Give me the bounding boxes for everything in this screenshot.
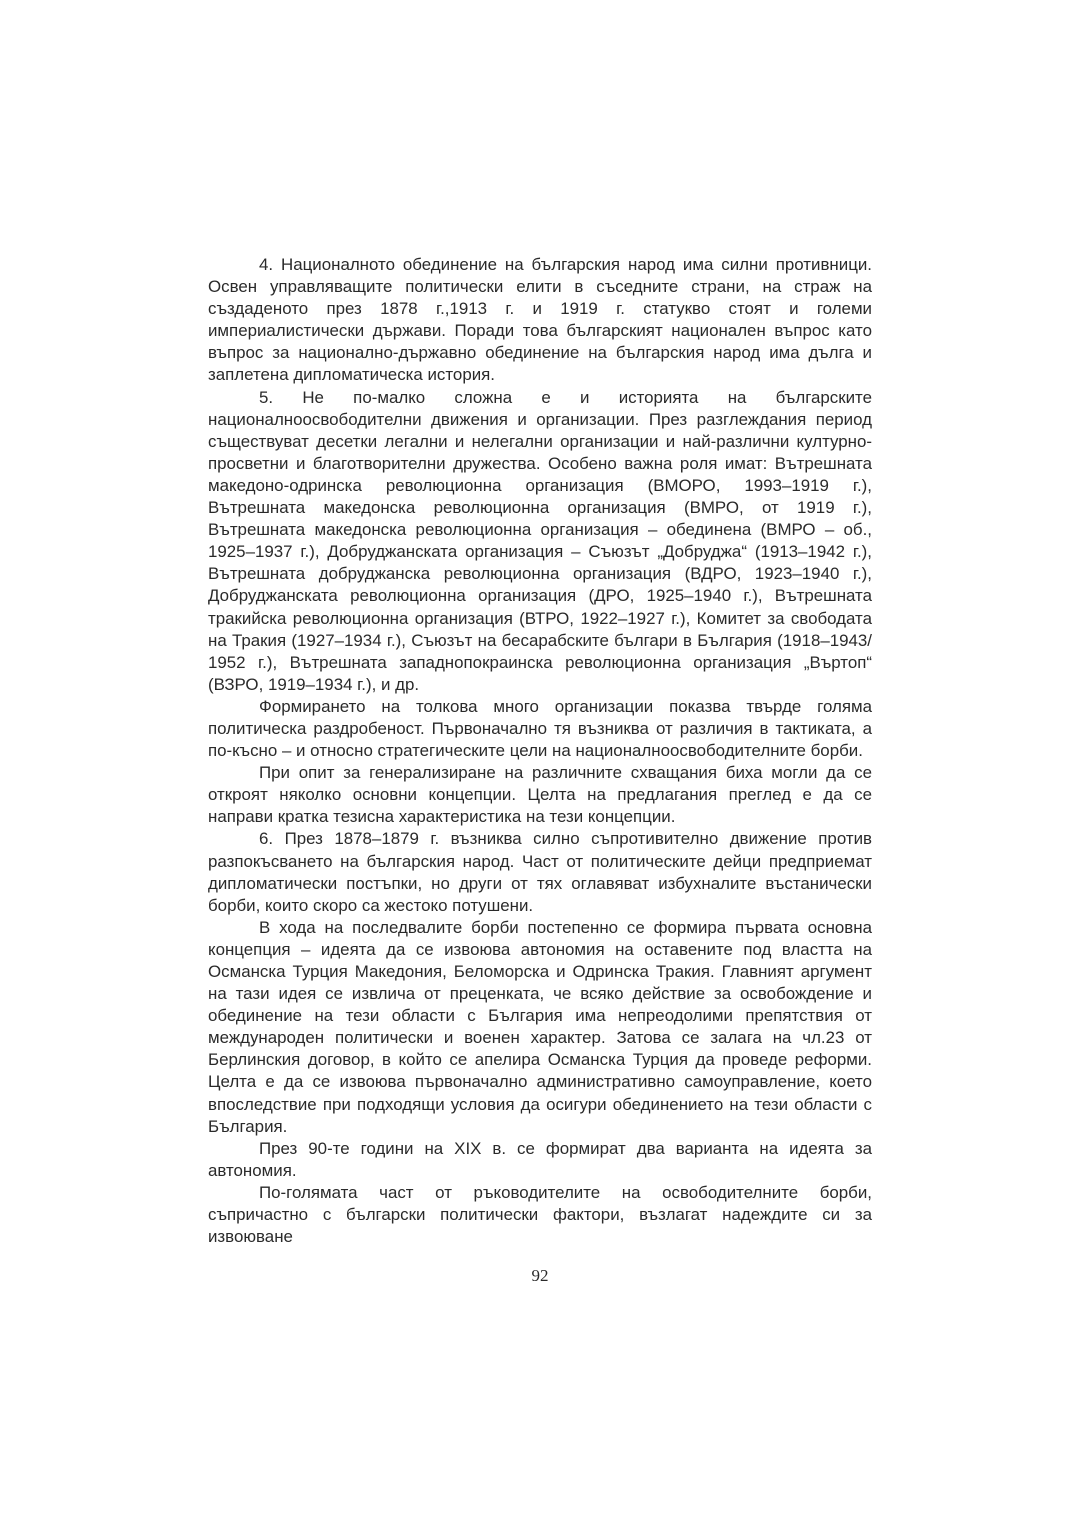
paragraph-7: През 90-те години на XIX в. се формират два варианта на идеята за автономия.	[208, 1138, 872, 1180]
body-text	[208, 254, 872, 1248]
page-number: 92	[531, 1266, 549, 1285]
paragraph-3: Формирането на толкова много организации показва твърде голяма политическа раздробеност. Първоначално тя възниква от различия в тактиката, а по-късно – и относно стратегическите цели на националноосвободителните борби.	[208, 696, 872, 761]
paragraph-2: 5. Не по-малко сложна е и историята на българските националноосвободителни движения и организации. През разглеждания период съществуват десетки легални и нелегални организации и най-различни културно-просветни и благотворителни дружества. Особено важна роля имат: Вътрешната македоно-одринска революционна организация (ВМОРО, 1993–1919 г.), Вътрешната македонска революционна организация (ВМРО, от 1919 г.), Вътрешната македонска революционна организация – обединена (ВМРО – об., 1925–1937 г.), Добруджанската организация – Съюзът „Добруджа“ (1913–1942 г.), Вътрешната добруджанска революционна организация (ВДРО, 1923–1940 г.), Добруджанската революционна организация (ДРО, 1925–1940 г.), Вътрешната тракийска революционна организация (ВТРО, 1922–1927 г.), Комитет за свободата на Тракия (1927–1934 г.), Съюзът на бесарабските българи в България (1918–1943/ 1952 г.), Вътрешната западнопокраинска революционна организация „Въртоп“ (ВЗРО, 1919–1934 г.), и др.	[208, 387, 872, 694]
paragraph-5: 6. През 1878–1879 г. възниква силно съпротивително движение против разпокъсването на българския народ. Част от политическите дейци предприемат дипломатически постъпки, но други от тях оглавяват избухналите въстанически борби, които скоро са жестоко потушени.	[208, 829, 872, 915]
paragraph-4: При опит за генерализиране на различните схващания биха могли да се откроят няколко основни концепции. Целта на предлагания преглед е да се направи кратка тезисна характеристика на тези концепции.	[208, 763, 872, 827]
paragraph-1: 4. Националното обединение на българския народ има силни противници. Освен управляващите политически елити в съседните страни, на страж на създаденото през 1878 г.,1913 г. и 1919 г. статукво стоят и големи империалистически държави. Поради това българският национален въпрос като въпрос за национално-държавно обединение на българския народ има дълга и заплетена дипломатическа история.	[208, 255, 872, 385]
paragraph-8: По-голямата част от ръководителите на освободителните борби, съпричастно с български политически фактори, възлагат надеждите си за извоюване	[208, 1182, 872, 1247]
paragraph-6: В хода на последвалите борби постепенно се формира първата основна концепция – идеята да се извоюва автономия на оставените под властта на Османска Турция Македония, Беломорска и Одринска Тракия. Главният аргумент на тази идея се извлича от преценката, че всяко действие за освобождение и обединение на тези области с България има непреодолими препятствия от международен политически и военен характер. Затова се залага на чл.23 от Берлинския договор, в който се апелира Османска Турция да проведе реформи. Целта е да се извоюва първоначално административно самоуправление, което впоследствие при подходящи условия да осигури обединението на тези области с България.	[208, 917, 872, 1136]
